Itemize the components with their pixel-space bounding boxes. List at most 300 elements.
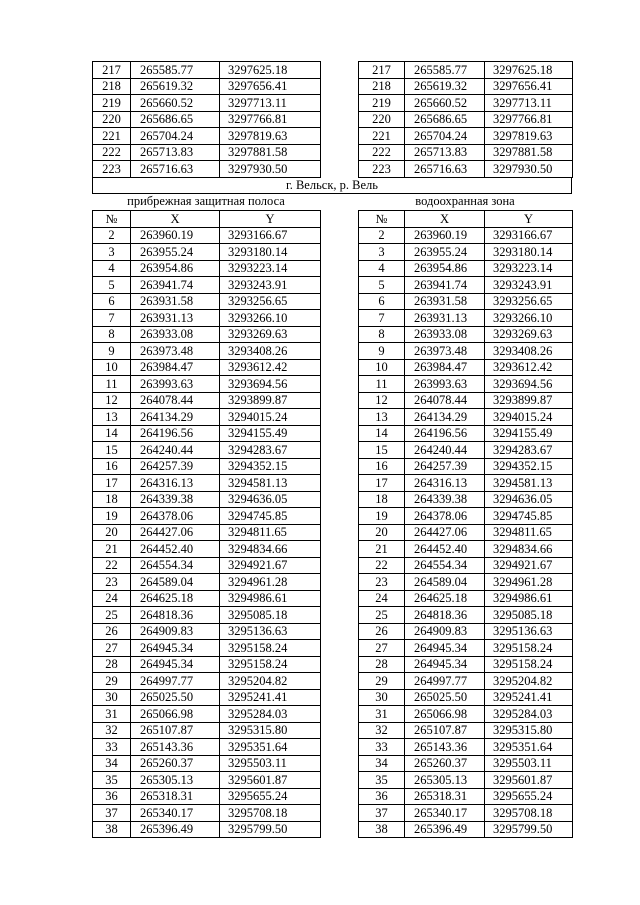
point-number: 3 — [359, 244, 405, 261]
y-coordinate: 3293269.63 — [485, 326, 573, 343]
x-coordinate: 265340.17 — [405, 805, 485, 822]
table-row — [93, 788, 321, 805]
y-coordinate: 3297819.63 — [220, 128, 321, 145]
y-coordinate: 3293256.65 — [220, 293, 321, 310]
point-number: 37 — [93, 805, 131, 822]
table-row — [359, 739, 573, 756]
table-row — [93, 557, 321, 574]
table-row — [93, 293, 321, 310]
point-number: 220 — [359, 111, 405, 128]
y-coordinate: 3295085.18 — [485, 607, 573, 624]
point-number: 24 — [93, 590, 131, 607]
y-coordinate: 3293243.91 — [485, 277, 573, 294]
point-number: 31 — [93, 706, 131, 723]
point-number: 30 — [93, 689, 131, 706]
x-coordinate: 265396.49 — [131, 821, 220, 838]
point-number: 35 — [93, 772, 131, 789]
point-number: 14 — [93, 425, 131, 442]
table-row — [93, 755, 321, 772]
point-number: 12 — [359, 392, 405, 409]
table-row — [359, 772, 573, 789]
table-row — [359, 475, 573, 492]
x-coordinate: 264378.06 — [131, 508, 220, 525]
table-row — [359, 656, 573, 673]
y-coordinate: 3297930.50 — [220, 161, 321, 178]
right-section-title: водоохранная зона — [415, 194, 515, 208]
table-row — [93, 260, 321, 277]
point-number: 4 — [359, 260, 405, 277]
y-coordinate: 3295204.82 — [485, 673, 573, 690]
x-coordinate: 265107.87 — [131, 722, 220, 739]
x-coordinate: 265713.83 — [405, 144, 485, 161]
x-coordinate: 265143.36 — [405, 739, 485, 756]
y-coordinate: 3293408.26 — [485, 343, 573, 360]
y-coordinate: 3294015.24 — [220, 409, 321, 426]
x-coordinate: 263973.48 — [405, 343, 485, 360]
point-number: 218 — [359, 78, 405, 95]
table-row — [93, 425, 321, 442]
point-number: 222 — [93, 144, 131, 161]
right-body — [359, 227, 573, 838]
point-number: 28 — [93, 656, 131, 673]
x-coordinate: 265260.37 — [405, 755, 485, 772]
y-coordinate: 3295799.50 — [485, 821, 573, 838]
point-number: 25 — [359, 607, 405, 624]
x-coordinate: 265660.52 — [405, 95, 485, 112]
point-number: 23 — [93, 574, 131, 591]
y-coordinate: 3294834.66 — [485, 541, 573, 558]
x-coordinate: 265340.17 — [131, 805, 220, 822]
point-number: 23 — [359, 574, 405, 591]
y-coordinate: 3295158.24 — [485, 656, 573, 673]
y-coordinate: 3294352.15 — [220, 458, 321, 475]
table-row — [93, 277, 321, 294]
table-row — [93, 508, 321, 525]
x-coordinate: 265619.32 — [405, 78, 485, 95]
point-number: 37 — [359, 805, 405, 822]
table-row — [359, 557, 573, 574]
top-left-body — [93, 62, 321, 178]
x-coordinate: 264240.44 — [405, 442, 485, 459]
y-coordinate: 3294155.49 — [485, 425, 573, 442]
x-coordinate: 264589.04 — [405, 574, 485, 591]
table-row — [93, 524, 321, 541]
table-row — [93, 343, 321, 360]
point-number: 217 — [93, 62, 131, 79]
y-coordinate: 3293223.14 — [485, 260, 573, 277]
y-coordinate: 3294811.65 — [220, 524, 321, 541]
table-row — [359, 293, 573, 310]
table-row — [359, 277, 573, 294]
table-row — [359, 161, 573, 178]
header-num: № — [359, 211, 405, 228]
point-number: 218 — [93, 78, 131, 95]
point-number: 7 — [359, 310, 405, 327]
coordinates-table-top-right — [358, 61, 573, 178]
y-coordinate: 3295241.41 — [485, 689, 573, 706]
x-coordinate: 264909.83 — [405, 623, 485, 640]
x-coordinate: 263960.19 — [131, 227, 220, 244]
point-number: 19 — [359, 508, 405, 525]
point-number: 19 — [93, 508, 131, 525]
x-coordinate: 263931.58 — [131, 293, 220, 310]
x-coordinate: 263933.08 — [405, 326, 485, 343]
x-coordinate: 264997.77 — [131, 673, 220, 690]
y-coordinate: 3295601.87 — [485, 772, 573, 789]
table-row — [359, 310, 573, 327]
point-number: 29 — [359, 673, 405, 690]
x-coordinate: 264945.34 — [131, 640, 220, 657]
x-coordinate: 265396.49 — [405, 821, 485, 838]
point-number: 9 — [93, 343, 131, 360]
table-row — [93, 821, 321, 838]
y-coordinate: 3294636.05 — [485, 491, 573, 508]
x-coordinate: 263993.63 — [405, 376, 485, 393]
x-coordinate: 264818.36 — [131, 607, 220, 624]
x-coordinate: 264909.83 — [131, 623, 220, 640]
x-coordinate: 265305.13 — [405, 772, 485, 789]
point-number: 11 — [93, 376, 131, 393]
y-coordinate: 3294283.67 — [220, 442, 321, 459]
y-coordinate: 3295136.63 — [220, 623, 321, 640]
x-coordinate: 264339.38 — [131, 491, 220, 508]
point-number: 35 — [359, 772, 405, 789]
point-number: 3 — [93, 244, 131, 261]
x-coordinate: 263984.47 — [405, 359, 485, 376]
y-coordinate: 3294636.05 — [220, 491, 321, 508]
x-coordinate: 265585.77 — [131, 62, 220, 79]
point-number: 24 — [359, 590, 405, 607]
point-number: 18 — [359, 491, 405, 508]
table-row — [359, 111, 573, 128]
x-coordinate: 265704.24 — [131, 128, 220, 145]
y-coordinate: 3293612.42 — [485, 359, 573, 376]
y-coordinate: 3295315.80 — [485, 722, 573, 739]
x-coordinate: 265660.52 — [131, 95, 220, 112]
point-number: 29 — [93, 673, 131, 690]
y-coordinate: 3294986.61 — [485, 590, 573, 607]
y-coordinate: 3293694.56 — [220, 376, 321, 393]
y-coordinate: 3295351.64 — [220, 739, 321, 756]
x-coordinate: 264427.06 — [131, 524, 220, 541]
point-number: 22 — [359, 557, 405, 574]
table-row — [359, 607, 573, 624]
y-coordinate: 3294811.65 — [485, 524, 573, 541]
point-number: 32 — [359, 722, 405, 739]
table-row — [93, 458, 321, 475]
y-coordinate: 3297713.11 — [485, 95, 573, 112]
table-row — [359, 821, 573, 838]
x-coordinate: 264427.06 — [405, 524, 485, 541]
x-coordinate: 263931.13 — [405, 310, 485, 327]
table-row — [359, 343, 573, 360]
table-row — [93, 376, 321, 393]
point-number: 13 — [359, 409, 405, 426]
top-right-body — [359, 62, 573, 178]
table-row — [93, 805, 321, 822]
table-row — [359, 376, 573, 393]
coordinates-table-right — [358, 210, 573, 838]
left-section-title: прибрежная защитная полоса — [127, 194, 285, 208]
x-coordinate: 264589.04 — [131, 574, 220, 591]
y-coordinate: 3295158.24 — [485, 640, 573, 657]
y-coordinate: 3295351.64 — [485, 739, 573, 756]
table-row — [359, 359, 573, 376]
x-coordinate: 264134.29 — [131, 409, 220, 426]
point-number: 219 — [359, 95, 405, 112]
x-coordinate: 265686.65 — [131, 111, 220, 128]
point-number: 32 — [93, 722, 131, 739]
point-number: 36 — [359, 788, 405, 805]
table-row — [93, 244, 321, 261]
point-number: 36 — [93, 788, 131, 805]
table-row — [93, 739, 321, 756]
y-coordinate: 3294745.85 — [485, 508, 573, 525]
table-row — [93, 607, 321, 624]
table-row — [359, 128, 573, 145]
point-number: 17 — [359, 475, 405, 492]
table-row — [93, 475, 321, 492]
x-coordinate: 265686.65 — [405, 111, 485, 128]
x-coordinate: 263931.13 — [131, 310, 220, 327]
point-number: 17 — [93, 475, 131, 492]
table-row — [359, 640, 573, 657]
table-row — [93, 590, 321, 607]
point-number: 15 — [93, 442, 131, 459]
x-coordinate: 264240.44 — [131, 442, 220, 459]
y-coordinate: 3297881.58 — [220, 144, 321, 161]
point-number: 2 — [93, 227, 131, 244]
y-coordinate: 3294015.24 — [485, 409, 573, 426]
table-row — [93, 161, 321, 178]
y-coordinate: 3295601.87 — [220, 772, 321, 789]
point-number: 34 — [93, 755, 131, 772]
table-row — [93, 673, 321, 690]
point-number: 12 — [93, 392, 131, 409]
header-x: X — [131, 211, 220, 228]
x-coordinate: 264257.39 — [131, 458, 220, 475]
coordinates-table-left — [92, 210, 321, 838]
table-row — [359, 722, 573, 739]
point-number: 221 — [359, 128, 405, 145]
location-title: г. Вельск, р. Вель — [92, 178, 572, 194]
table-row — [93, 722, 321, 739]
header-x: X — [405, 211, 485, 228]
point-number: 4 — [93, 260, 131, 277]
point-number: 16 — [93, 458, 131, 475]
table-row — [93, 706, 321, 723]
table-row — [359, 524, 573, 541]
x-coordinate: 265716.63 — [131, 161, 220, 178]
y-coordinate: 3297656.41 — [485, 78, 573, 95]
y-coordinate: 3293266.10 — [220, 310, 321, 327]
y-coordinate: 3295136.63 — [485, 623, 573, 640]
x-coordinate: 264945.34 — [405, 640, 485, 657]
point-number: 8 — [93, 326, 131, 343]
x-coordinate: 265305.13 — [131, 772, 220, 789]
x-coordinate: 264625.18 — [405, 590, 485, 607]
y-coordinate: 3295655.24 — [485, 788, 573, 805]
x-coordinate: 263933.08 — [131, 326, 220, 343]
point-number: 20 — [359, 524, 405, 541]
point-number: 21 — [93, 541, 131, 558]
y-coordinate: 3294834.66 — [220, 541, 321, 558]
point-number: 15 — [359, 442, 405, 459]
point-number: 217 — [359, 62, 405, 79]
x-coordinate: 265619.32 — [131, 78, 220, 95]
table-row — [93, 62, 321, 79]
table-row — [93, 574, 321, 591]
point-number: 14 — [359, 425, 405, 442]
y-coordinate: 3295708.18 — [220, 805, 321, 822]
y-coordinate: 3297656.41 — [220, 78, 321, 95]
x-coordinate: 265025.50 — [405, 689, 485, 706]
table-row — [93, 310, 321, 327]
point-number: 16 — [359, 458, 405, 475]
x-coordinate: 264554.34 — [131, 557, 220, 574]
y-coordinate: 3293243.91 — [220, 277, 321, 294]
point-number: 22 — [93, 557, 131, 574]
header-y: Y — [485, 211, 573, 228]
y-coordinate: 3297625.18 — [220, 62, 321, 79]
y-coordinate: 3293269.63 — [220, 326, 321, 343]
y-coordinate: 3297713.11 — [220, 95, 321, 112]
x-coordinate: 263954.86 — [131, 260, 220, 277]
y-coordinate: 3295503.11 — [485, 755, 573, 772]
table-row — [93, 326, 321, 343]
y-coordinate: 3295085.18 — [220, 607, 321, 624]
point-number: 5 — [359, 277, 405, 294]
point-number: 27 — [359, 640, 405, 657]
table-row — [359, 623, 573, 640]
point-number: 33 — [359, 739, 405, 756]
y-coordinate: 3295284.03 — [220, 706, 321, 723]
table-row — [93, 392, 321, 409]
table-row — [359, 62, 573, 79]
x-coordinate: 263955.24 — [131, 244, 220, 261]
left-body — [93, 227, 321, 838]
x-coordinate: 265066.98 — [405, 706, 485, 723]
x-coordinate: 264196.56 — [405, 425, 485, 442]
x-coordinate: 264452.40 — [405, 541, 485, 558]
table-row — [93, 623, 321, 640]
x-coordinate: 265143.36 — [131, 739, 220, 756]
x-coordinate: 263984.47 — [131, 359, 220, 376]
point-number: 18 — [93, 491, 131, 508]
table-row — [359, 574, 573, 591]
table-row — [93, 128, 321, 145]
table-row — [359, 673, 573, 690]
point-number: 10 — [359, 359, 405, 376]
x-coordinate: 263993.63 — [131, 376, 220, 393]
table-row — [93, 442, 321, 459]
x-coordinate: 263973.48 — [131, 343, 220, 360]
x-coordinate: 265318.31 — [131, 788, 220, 805]
point-number: 7 — [93, 310, 131, 327]
table-row — [359, 392, 573, 409]
point-number: 31 — [359, 706, 405, 723]
table-row — [359, 508, 573, 525]
table-row — [359, 425, 573, 442]
header-row — [359, 211, 573, 228]
point-number: 222 — [359, 144, 405, 161]
x-coordinate: 264134.29 — [405, 409, 485, 426]
x-coordinate: 264945.34 — [131, 656, 220, 673]
x-coordinate: 265716.63 — [405, 161, 485, 178]
point-number: 27 — [93, 640, 131, 657]
y-coordinate: 3294921.67 — [220, 557, 321, 574]
y-coordinate: 3294961.28 — [485, 574, 573, 591]
y-coordinate: 3295158.24 — [220, 656, 321, 673]
point-number: 219 — [93, 95, 131, 112]
table-row — [359, 706, 573, 723]
y-coordinate: 3294352.15 — [485, 458, 573, 475]
y-coordinate: 3294986.61 — [220, 590, 321, 607]
point-number: 26 — [93, 623, 131, 640]
point-number: 30 — [359, 689, 405, 706]
table-row — [359, 260, 573, 277]
x-coordinate: 264997.77 — [405, 673, 485, 690]
y-coordinate: 3293266.10 — [485, 310, 573, 327]
y-coordinate: 3295315.80 — [220, 722, 321, 739]
x-coordinate: 263931.58 — [405, 293, 485, 310]
table-row — [359, 458, 573, 475]
point-number: 6 — [93, 293, 131, 310]
x-coordinate: 264452.40 — [131, 541, 220, 558]
y-coordinate: 3293180.14 — [485, 244, 573, 261]
table-row — [359, 590, 573, 607]
y-coordinate: 3294961.28 — [220, 574, 321, 591]
x-coordinate: 265585.77 — [405, 62, 485, 79]
point-number: 34 — [359, 755, 405, 772]
table-row — [93, 409, 321, 426]
table-row — [359, 227, 573, 244]
y-coordinate: 3294581.13 — [485, 475, 573, 492]
x-coordinate: 264554.34 — [405, 557, 485, 574]
table-row — [359, 78, 573, 95]
point-number: 21 — [359, 541, 405, 558]
table-row — [93, 227, 321, 244]
table-row — [93, 541, 321, 558]
y-coordinate: 3297766.81 — [220, 111, 321, 128]
table-row — [359, 805, 573, 822]
table-row — [359, 491, 573, 508]
point-number: 9 — [359, 343, 405, 360]
x-coordinate: 264339.38 — [405, 491, 485, 508]
point-number: 2 — [359, 227, 405, 244]
y-coordinate: 3295241.41 — [220, 689, 321, 706]
y-coordinate: 3293166.67 — [220, 227, 321, 244]
y-coordinate: 3293694.56 — [485, 376, 573, 393]
x-coordinate: 264316.13 — [405, 475, 485, 492]
point-number: 223 — [359, 161, 405, 178]
y-coordinate: 3293256.65 — [485, 293, 573, 310]
x-coordinate: 263955.24 — [405, 244, 485, 261]
table-row — [93, 78, 321, 95]
y-coordinate: 3297930.50 — [485, 161, 573, 178]
y-coordinate: 3295708.18 — [485, 805, 573, 822]
table-row — [359, 244, 573, 261]
header-num: № — [93, 211, 131, 228]
table-row — [93, 359, 321, 376]
y-coordinate: 3294283.67 — [485, 442, 573, 459]
x-coordinate: 264078.44 — [131, 392, 220, 409]
x-coordinate: 264625.18 — [131, 590, 220, 607]
table-row — [359, 409, 573, 426]
x-coordinate: 265107.87 — [405, 722, 485, 739]
y-coordinate: 3293408.26 — [220, 343, 321, 360]
y-coordinate: 3293612.42 — [220, 359, 321, 376]
